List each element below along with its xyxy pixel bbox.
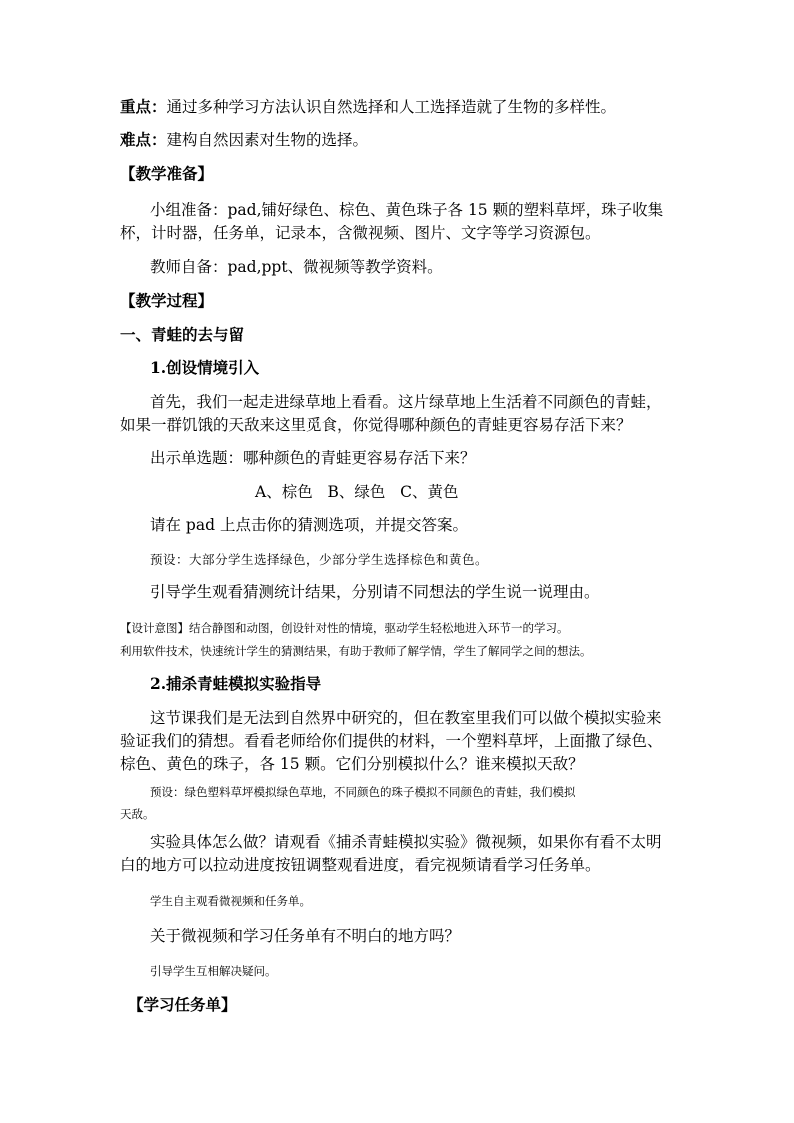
- difficult-point-label: 难点：: [120, 130, 167, 149]
- para2-line1: 这节课我们是无法到自然界中研究的，但在教室里我们可以做个模拟实验来: [150, 709, 662, 727]
- task-heading: 【学习任务单】: [128, 995, 237, 1014]
- guide2-line: 引导学生互相解决疑问。: [150, 964, 277, 978]
- prep-teacher: 教师自备：pad,ppt、微视频等教学资料。: [150, 258, 443, 276]
- para1-line1: 首先，我们一起走进绿草地上看看。这片绿草地上生活着不同颜色的青蛙，: [150, 393, 662, 411]
- para1-line2: 如果一群饥饿的天敌来这里觅食，你觉得哪种颜色的青蛙更容易存活下来？: [120, 416, 632, 434]
- prep-heading: 【教学准备】: [120, 164, 214, 183]
- sub1-title: 1.创设情境引入: [150, 358, 260, 377]
- design-intent-line2: 利用软件技术，快速统计学生的猜测结果，有助于教师了解学情，学生了解同学之间的想法。: [120, 644, 592, 658]
- para3-line2: 白的地方可以拉动进度按钮调整观看进度，看完视频请看学习任务单。: [120, 856, 601, 874]
- process-heading: 【教学过程】: [120, 291, 214, 310]
- prep-group-line2: 杯，计时器，任务单，记录本，含微视频、图片、文字等学习资源包。: [120, 224, 601, 242]
- self-watch-line: 学生自主观看微视频和任务单。: [150, 894, 311, 908]
- design-intent-line1: 【设计意图】结合静图和动图，创设针对性的情境，驱动学生轻松地进入环节一的学习。: [120, 621, 569, 635]
- difficult-point-text: 建构自然因素对生物的选择。: [166, 131, 369, 149]
- preset-2-line1: 预设：绿色塑料草坪模拟绿色草地，不同颜色的珠子模拟不同颜色的青蛙，我们模拟: [150, 785, 576, 799]
- difficult-point-line: [120, 128, 680, 152]
- para2-line3: 棕色、黄色的珠子，各 15 颗。它们分别模拟什么？谁来模拟天敌？: [120, 755, 584, 773]
- options-line: A、棕色 B、绿色 C、黄色: [255, 483, 459, 501]
- section1-title: 一、青蛙的去与留: [120, 325, 245, 344]
- prep-group-line1: 小组准备：pad,铺好绿色、棕色、黄色珠子各 15 颗的塑料草坪，珠子收集: [150, 201, 664, 219]
- question-line: 出示单选题：哪种颜色的青蛙更容易存活下来？: [150, 449, 476, 467]
- key-point-label: 重点：: [120, 97, 167, 116]
- key-point-text: 通过多种学习方法认识自然选择和人工选择造就了生物的多样性。: [166, 98, 617, 116]
- guide-line: 引导学生观看猜测统计结果，分别请不同想法的学生说一说理由。: [150, 583, 600, 601]
- preset-2-line2: 天敌。: [120, 807, 155, 821]
- key-point-line: [120, 95, 680, 119]
- sub2-title: 2.捕杀青蛙模拟实验指导: [150, 674, 322, 693]
- preset-1: 预设：大部分学生选择绿色，少部分学生选择棕色和黄色。: [150, 552, 489, 567]
- question2-line: 关于微视频和学习任务单有不明白的地方吗？: [150, 927, 461, 945]
- para3-line1: 实验具体怎么做？请观看《捕杀青蛙模拟实验》微视频，如果你有看不太明: [150, 833, 662, 851]
- para2-line2: 验证我们的猜想。看看老师给你们提供的材料，一个塑料草坪，上面撒了绿色、: [120, 732, 663, 750]
- pad-instruction: 请在 pad 上点击你的猜测选项，并提交答案。: [150, 516, 468, 534]
